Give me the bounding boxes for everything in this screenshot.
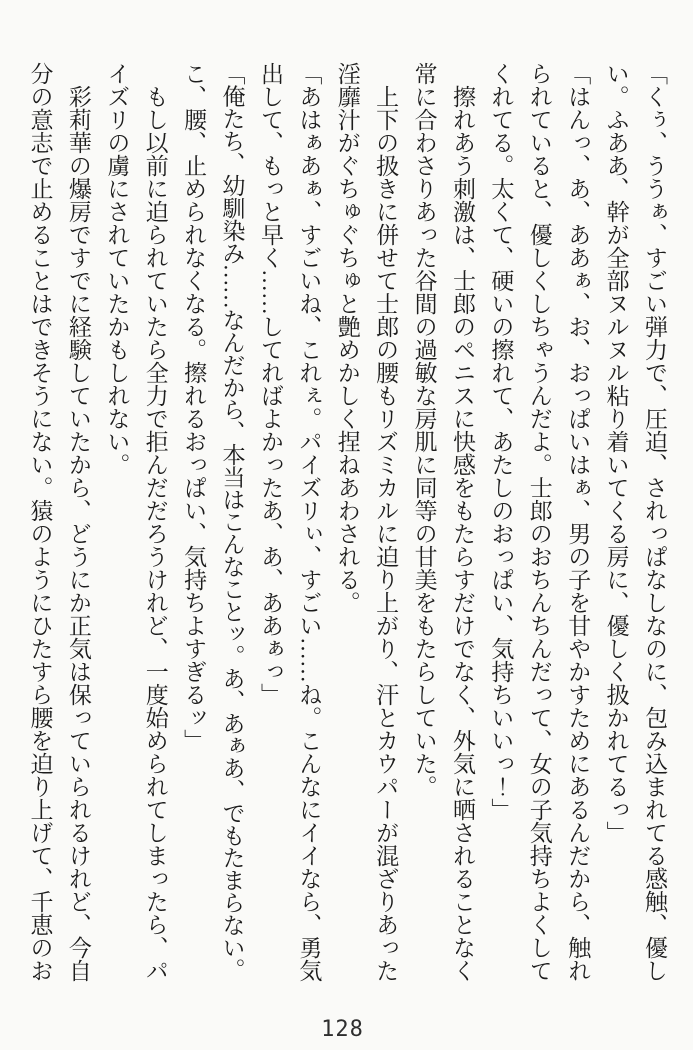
text-column-16: 彩莉華の爆房ですでに経験していたから、どうにか正気は保っていられるけれど、今自 [65, 85, 91, 982]
text-column-15: イズリの虜にされていたかもしれない。 [104, 62, 130, 476]
text-column-8: 上下の扱きに併せて士郎の腰もリズミカルに迫り上がり、汗とカウパーが混ざりあった [373, 85, 399, 982]
text-column-11: 出して、もっと早く……してればよかったあ、あ、ああぁっ」 [257, 62, 283, 706]
text-column-9: 淫靡汁がぐちゅぐちゅと艶めかしく捏ねあわされる。 [334, 62, 360, 614]
text-column-2: い。ふああ、幹が全部ヌルヌル粘り着いてくる房に、優しく扱かれてるっ」 [603, 62, 629, 844]
text-column-10: 「あはぁあぁ、すごいね、これぇ。パイズリぃ、すごい……ね。こんなにイイなら、勇気 [296, 62, 322, 982]
text-column-12: 「俺たち、幼馴染み……なんだから、本当はこんなことッ。あ、あぁあ、でもたまらない。 [219, 62, 245, 981]
text-column-4: られていると、優しくしちゃうんだよ。士郎のおちんちんだって、女の子気持ちよくして [526, 62, 552, 982]
text-column-3: 「はんっ、あ、ああぁ、お、おっぱいはぁ、男の子を甘やかすためにあるんだから、触れ [565, 62, 591, 982]
text-column-13: こ、腰、止められなくなる。擦れるおっぱい、気持ちよすぎるッ」 [181, 62, 207, 752]
page-number: 128 [321, 1017, 364, 1042]
text-column-6: 擦れあう刺激は、士郎のペニスに快感をもたらすだけでなく、外気に晒されることなく [449, 85, 475, 982]
text-column-1: 「くぅ、ううぁ、すごい弾力で、圧迫、されっぱなしなのに、包み込まれてる感触、優し [642, 62, 667, 982]
text-column-14: もし以前に迫られていたら全力で拒んだだろうけれど、一度始められてしまったら、パ [142, 85, 168, 982]
text-column-5: くれてる。太くて、硬いの擦れて、あたしのおっぱい、気持ちいいっ！」 [488, 62, 514, 821]
text-column-17: 分の意志で止めることはできそうにない。猿のようにひたすら腰を迫り上げて、千恵のお [27, 62, 53, 982]
text-column-7: 常に合わさりあった谷間の過敏な房肌に同等の甘美をもたらしていた。 [411, 62, 437, 798]
body-text [20, 62, 673, 992]
